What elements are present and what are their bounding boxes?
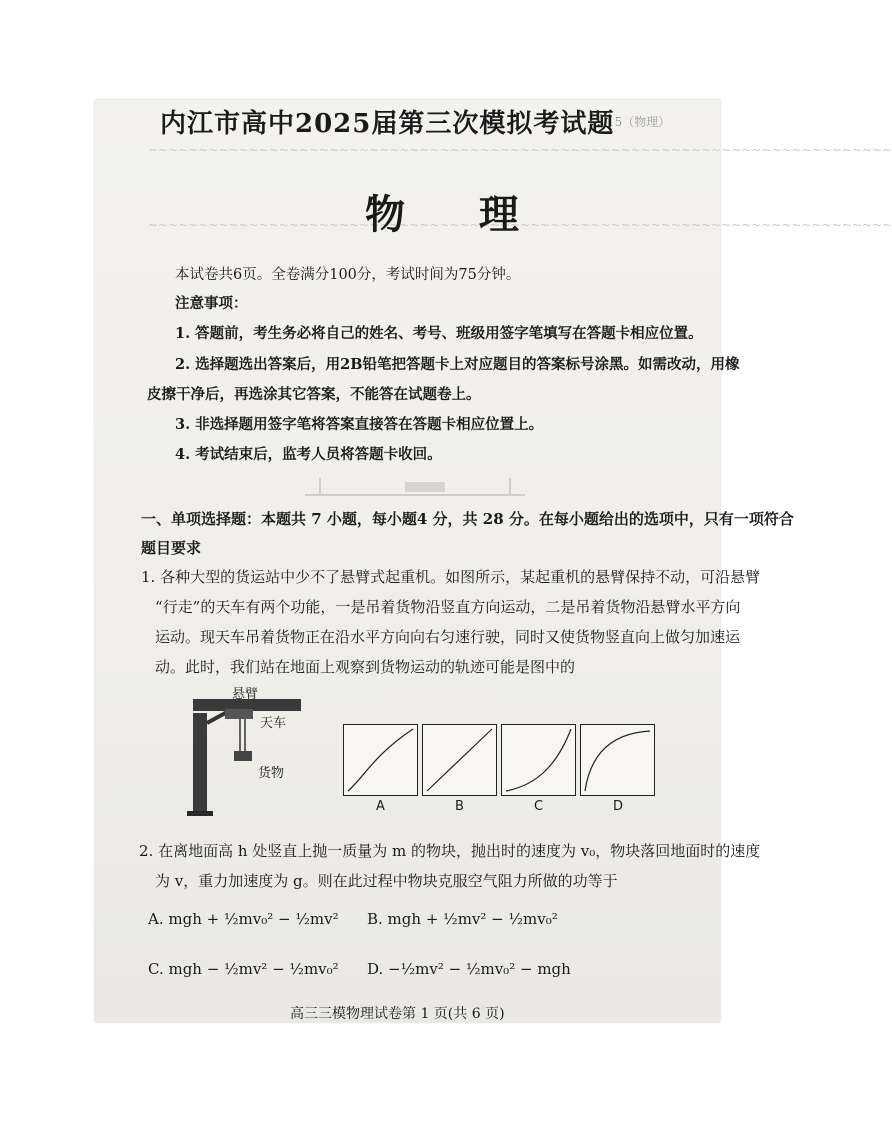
option-label-c: C bbox=[534, 799, 544, 814]
choice-a: A. mgh + ½mv₀² − ½mv² bbox=[148, 910, 339, 928]
section-heading: 一、单项选择题：本题共 7 小题，每小题4 分，共 28 分。在每小题给出的选项中，只有一项符合 bbox=[141, 510, 794, 528]
question-1-line: 1. 各种大型的货运站中少不了悬臂式起重机。如图所示，某起重机的悬臂保持不动，可沿悬臂 bbox=[141, 568, 761, 586]
side-mark: 15（物理） bbox=[607, 115, 671, 129]
question-1-line: 动。此时，我们站在地面上观察到货物运动的轨迹可能是图中的 bbox=[155, 658, 576, 676]
exam-summary: 本试卷共6页。全卷满分100分，考试时间为75分钟。 bbox=[175, 267, 521, 283]
page-title: 内江市高中2025届第三次模拟考试题 bbox=[160, 109, 615, 139]
trajectory-curve-c bbox=[502, 725, 575, 795]
trajectory-panel-c bbox=[501, 724, 576, 796]
choice-b: B. mgh + ½mv² − ½mv₀² bbox=[367, 910, 558, 928]
crane-trolley-label: 天车 bbox=[260, 716, 287, 731]
option-label-a: A bbox=[376, 799, 385, 814]
bleed-through-text: ~~~~~~~~~~~~~~~~~~~~~~~~~~~~~~~~~~~~~~~~~~~~~~~~~~~~~~~~~~~~~~~~~~~~~~~~~~ bbox=[148, 218, 892, 232]
note-item: 2. 选择题选出答案后，用2B铅笔把答题卡上对应题目的答案标号涂黑。如需改动，用橡 bbox=[175, 356, 740, 373]
option-label-d: D bbox=[613, 799, 624, 814]
question-2-line: 2. 在离地面高 h 处竖直上抛一质量为 m 的物块，抛出时的速度为 v₀，物块落回地面时的速度 bbox=[139, 842, 761, 860]
note-item: 3. 非选择题用签字笔将答案直接答在答题卡相应位置上。 bbox=[175, 416, 544, 433]
note-item: 4. 考试结束后，监考人员将答题卡收回。 bbox=[175, 446, 442, 463]
page-footer: 高三三模物理试卷第 1 页(共 6 页) bbox=[290, 1006, 505, 1022]
notes-heading: 注意事项： bbox=[175, 295, 248, 312]
trajectory-curve-d bbox=[581, 725, 654, 795]
subject-title: 物 理 bbox=[365, 191, 549, 238]
question-1-line: 运动。现天车吊着货物正在沿水平方向向右匀速行驶，同时又使货物竖直向上做匀加速运 bbox=[155, 628, 741, 646]
choice-c: C. mgh − ½mv² − ½mv₀² bbox=[148, 960, 339, 978]
trajectory-curve-b bbox=[423, 725, 496, 795]
option-label-b: B bbox=[455, 799, 464, 814]
question-2-line: 为 v，重力加速度为 g。则在此过程中物块克服空气阻力所做的功等于 bbox=[155, 872, 618, 890]
trajectory-curve-a bbox=[344, 725, 417, 795]
choice-d: D. −½mv² − ½mv₀² − mgh bbox=[367, 960, 571, 978]
crane-figure bbox=[185, 683, 305, 818]
section-heading-cont: 题目要求 bbox=[141, 539, 202, 557]
trajectory-panel-a bbox=[343, 724, 418, 796]
crane-arm-label: 悬臂 bbox=[232, 687, 259, 702]
trajectory-panel-b bbox=[422, 724, 497, 796]
question-1-line: “行走”的天车有两个功能，一是吊着货物沿竖直方向运动，二是吊着货物沿悬臂水平方向 bbox=[155, 598, 741, 616]
trajectory-panel-d bbox=[580, 724, 655, 796]
bleed-through-figure bbox=[300, 470, 530, 502]
crane-cargo-label: 货物 bbox=[258, 766, 285, 781]
note-item: 1. 答题前，考生务必将自己的姓名、考号、班级用签字笔填写在答题卡相应位置。 bbox=[175, 325, 703, 342]
note-item: 皮擦干净后，再选涂其它答案，不能答在试题卷上。 bbox=[147, 386, 481, 403]
bleed-through-text: ~~~~~~~~~~~~~~~~~~~~~~~~~~~~~~~~~~~~~~~~~~~~~~~~~~~~~~~~~~~~~~~~~~~~~~~~~~ bbox=[148, 143, 892, 157]
